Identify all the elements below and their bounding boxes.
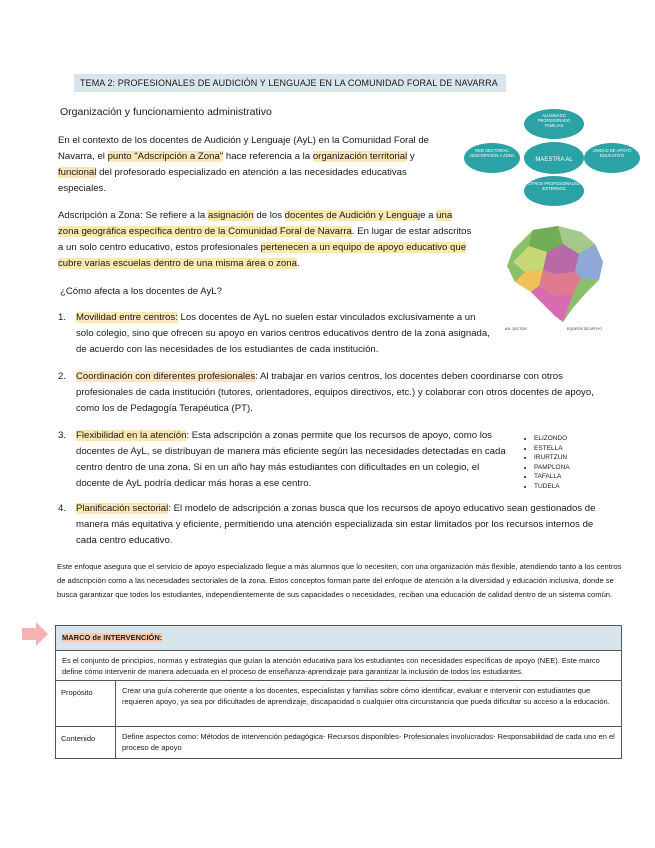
diagram-bottom-label: OTROS PROFESIONALES EXTERNOS: [528, 181, 580, 191]
zone-item: • ELIZONDO: [534, 434, 570, 444]
arrow-right-icon: [20, 620, 50, 648]
diagram-center-label: MAESTRA AL: [535, 157, 573, 163]
zone-item: • TUDELA: [534, 482, 570, 492]
frame-intro: Es el conjunto de principios, normas y estrategias que guían la atención educativa para los estudiantes con necesidades específicas de apoyo (NEE). Este marco define cómo intervenir de manera adecuada en el proceso de enseñanza-aprendizaje para garantizar la inclusión de todos los estudiantes.: [56, 651, 621, 681]
zone-item: • PAMPLONA: [534, 463, 570, 473]
list-item: Coordinación con diferentes profesionales: Al trabajar en varios centros, los docentes deben coordinarse con otros profesionales de cada institución (tutores, orientadores, equipos directivos, etc.) y colaborar con otros docentes de apoyo, como los de Pedagogía Terapéutica (PT).: [76, 371, 594, 414]
list-item: Planificación sectorial: El modelo de adscripción a zonas busca que los recursos de apoyo educativo sean gestionados de manera más equitativa y eficiente, permitiendo una atención especializada sin estar limitados por los recursos internos de cada centro educativo.: [76, 503, 596, 546]
item-number: 1.: [58, 312, 67, 323]
diagram-left-label: RED SECTORIAL ADSCRIPCIÓN A ZONA: [469, 148, 515, 158]
diagram-right-label: UNIDAD DE APOYO EDUCATIVO: [592, 148, 632, 158]
item-number: 4.: [58, 503, 67, 514]
diagram-top-label: ALUMNADO PROFESORADO FAMILIAS: [537, 113, 571, 128]
adscripcion-paragraph: Adscripción a Zona: Se refiere a la asignación de los docentes de Audición y Lenguaje a una zona geográfica específica dentro de la Comunidad Foral de Navarra. En lugar de estar adscritos a un solo centro educativo, estos profesionales pertenecen a un equipo de apoyo educativo que cubre varias escuelas dentro de una misma área o zona.: [58, 210, 472, 269]
table-row: [56, 726, 621, 758]
row-label: Propósito: [56, 681, 116, 726]
page-title: TEMA 2: PROFESIONALES DE AUDICIÓN Y LENGUAJE EN LA COMUNIDAD FORAL DE NAVARRA: [74, 74, 506, 92]
frame-header: MARCO de INTERVENCIÓN:: [56, 626, 621, 651]
item-number: 3.: [58, 430, 67, 441]
role-diagram: [462, 108, 642, 208]
row-label: Contenido: [56, 727, 116, 758]
question-heading: ¿Cómo afecta a los docentes de AyL?: [60, 286, 222, 297]
zone-item: • TAFALLA: [534, 472, 570, 482]
zone-list: [522, 434, 570, 491]
list-item: Flexibilidad en la atención: Esta adscripción a zonas permite que los recursos de apoyo, como los docentes de AyL, se distribuyan de manera más eficiente según las necesidades detectadas en cada centro dentro de una zona. Si en un año hay más estudiantes con dificultades en un colegio, el docente de AyL podría dedicar más horas a ese centro.: [76, 430, 506, 489]
navarra-map-image: [503, 222, 608, 334]
map-label-right: EQUIPOS DE APOYO: [567, 327, 603, 331]
intro-paragraph: En el contexto de los docentes de Audición y Lenguaje (AyL) en la Comunidad Foral de Navarra, el punto "Adscripción a Zona" hace referencia a la organización territorial y funcional del profesorado especializado en atención a las necesidades educativas especiales.: [58, 135, 430, 194]
intervention-frame-table: [55, 625, 622, 759]
table-row: [56, 681, 621, 726]
map-label-left: AYL SECTOR: [505, 327, 527, 331]
conclusion-paragraph: Este enfoque asegura que el servicio de apoyo especializado llegue a más alumnos que lo necesiten, con una organización más flexible, atendiendo tanto a los centros de adscripción como a las necesidades sectoriales de la zona. Estos conceptos forman parte del enfoque de atención a la diversidad y educación inclusiva, donde se busca garantizar que todos los estudiantes, independientemente de sus capacidades o necesidades, reciban una educación de calidad dentro de un sistema común.: [57, 562, 622, 599]
item-number: 2.: [58, 371, 67, 382]
zone-item: • IRURTZUN: [534, 453, 570, 463]
zone-item: • ESTELLA: [534, 444, 570, 454]
row-value: Define aspectos como: Métodos de intervención pedagógica- Recursos disponibles- Profesionales involucrados- Responsabilidad de cada uno en el proceso de apoyo: [122, 732, 615, 752]
section-subtitle: Organización y funcionamiento administrativo: [60, 106, 272, 118]
row-value: Crear una guía coherente que oriente a los docentes, especialistas y familias sobre cómo identificar, evaluar e intervenir con estudiantes que requieren apoyo, ya sea por dificultades de aprendizaje, discapacidad o cualquier otra circunstancia que pueda dificultar su acceso a la educación.: [122, 686, 610, 706]
list-item: Movilidad entre centros: Los docentes de AyL no suelen estar vinculados exclusivamente a un solo colegio, sino que ofrecen su apoyo en varios centros educativos dentro de la zona asignada, de acuerdo con las necesidades de los estudiantes de cada institución.: [76, 312, 490, 355]
